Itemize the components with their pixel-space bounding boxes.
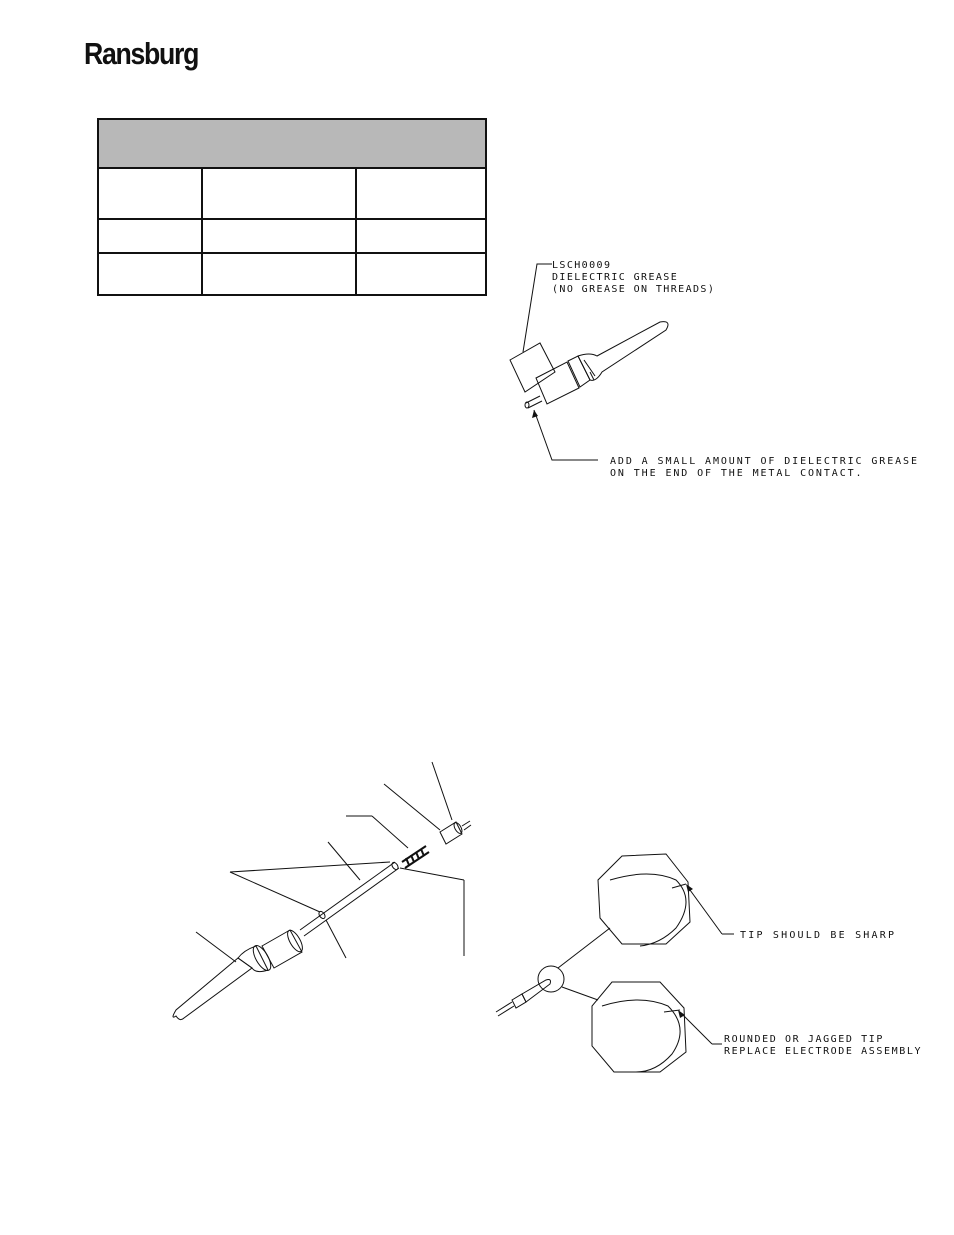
grease-label-line3: (NO GREASE ON THREADS): [552, 284, 716, 295]
rounded-tip-label-line1: ROUNDED OR JAGGED TIP: [724, 1034, 885, 1045]
grease-part-label: LSCH0009: [552, 260, 612, 271]
grease-label-line2: DIELECTRIC GREASE: [552, 272, 679, 283]
rounded-tip-outline: [602, 1000, 680, 1072]
leader-line: [326, 920, 346, 958]
magnifier-leader-top: [558, 928, 610, 968]
tip-inspection-figure: [496, 854, 734, 1072]
magnifier-leader-bottom: [562, 987, 598, 1000]
sharp-tip-leader: [690, 890, 722, 934]
grease-note-line1: ADD A SMALL AMOUNT OF DIELECTRIC GREASE: [610, 456, 919, 467]
electrode-spring: [402, 846, 429, 868]
sharp-tip-outline: [610, 874, 686, 946]
electrode-nose: [173, 958, 252, 1020]
grease-blob: [510, 343, 555, 392]
rounded-tip-label-line2: REPLACE ELECTRODE ASSEMBLY: [724, 1046, 923, 1057]
leader-line: [400, 868, 464, 880]
electrode-sleeve: [262, 930, 302, 968]
grease-note-line2: ON THE END OF THE METAL CONTACT.: [610, 468, 864, 479]
leader-line: [384, 784, 440, 830]
magnifier-circle: [538, 966, 564, 992]
leader-line: [432, 762, 452, 820]
metal-contact: [525, 396, 542, 408]
small-electrode: [496, 980, 551, 1017]
rounded-tip-leader: [682, 1014, 712, 1044]
electrode-exploded-view: [173, 762, 471, 1020]
grease-label-leader: [523, 264, 552, 352]
leader-line: [372, 816, 408, 848]
leader-line: [230, 872, 320, 912]
grease-note-leader: [534, 410, 598, 460]
leader-line: [196, 932, 236, 962]
sharp-tip-label: TIP SHOULD BE SHARP: [740, 930, 897, 941]
sharp-tip-detail: [598, 854, 690, 944]
electrode-shaft: [300, 862, 395, 930]
brand-logo: Ransburg: [84, 36, 199, 71]
leader-line: [230, 862, 390, 872]
leader-line: [328, 842, 360, 880]
electrode-body: [536, 322, 668, 404]
rounded-tip-detail: [592, 982, 686, 1072]
